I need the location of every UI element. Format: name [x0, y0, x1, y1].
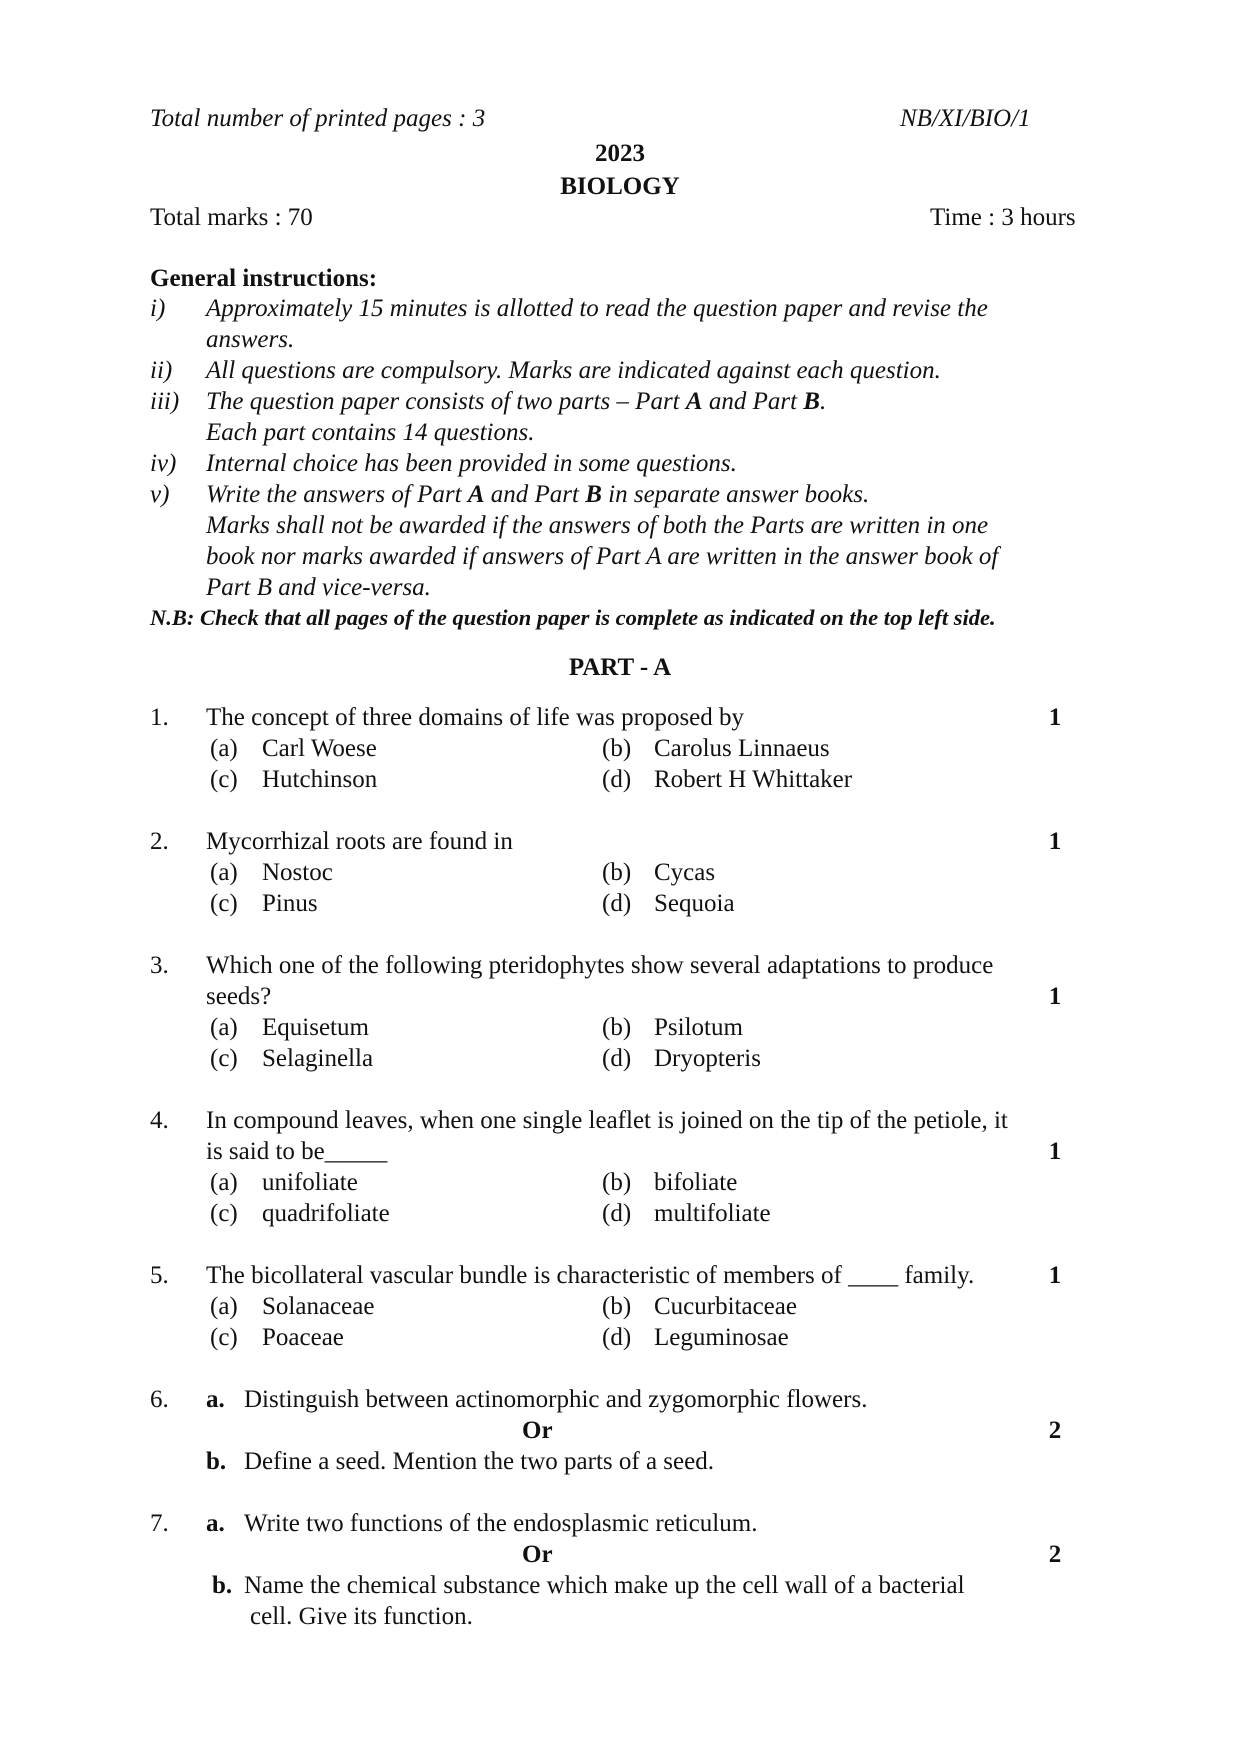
option-a: (a) unifoliate [210, 1169, 358, 1196]
question-text: Mycorrhizal roots are found in [206, 828, 513, 855]
subject-title: BIOLOGY [560, 173, 680, 200]
question-mark: 2 [1048, 1417, 1062, 1444]
option-c: (c) Selaginella [210, 1045, 374, 1072]
sub-label-a: a. [206, 1386, 225, 1413]
question-mark: 1 [1048, 704, 1062, 731]
option-d: (d) multifoliate [602, 1200, 771, 1227]
question-text-cont: is said to be_____ [206, 1138, 388, 1165]
instruction-text: Each part contains 14 questions. [206, 419, 535, 446]
option-d: (d) Dryopteris [602, 1045, 761, 1072]
instruction-number: ii) [150, 357, 173, 384]
option-b: (b) Carolus Linnaeus [602, 735, 830, 762]
instruction-text: Write the answers of Part A and Part B in separate answer books. [206, 481, 870, 508]
question-text-cont: seeds? [206, 983, 272, 1010]
instruction-text: answers. [206, 326, 295, 353]
question-number: 2. [150, 828, 169, 855]
instruction-number: iii) [150, 388, 180, 415]
question-text-cont: cell. Give its function. [250, 1603, 473, 1630]
question-text: Write two functions of the endosplasmic reticulum. [244, 1510, 758, 1537]
question-text: The concept of three domains of life was proposed by [206, 704, 745, 731]
instruction-text: The question paper consists of two parts – Part A and Part B. [206, 388, 827, 415]
printed-pages-note: Total number of printed pages : 3 [150, 105, 486, 132]
question-mark: 2 [1048, 1541, 1062, 1568]
part-a-title: PART - A [568, 654, 672, 681]
question-text: In compound leaves, when one single leaflet is joined on the tip of the petiole, it [206, 1107, 1008, 1134]
option-a: (a) Solanaceae [210, 1293, 375, 1320]
option-b: (b) bifoliate [602, 1169, 738, 1196]
question-mark: 1 [1048, 983, 1062, 1010]
sub-label-a: a. [206, 1510, 225, 1537]
question-mark: 1 [1048, 1138, 1062, 1165]
option-c: (c) quadrifoliate [210, 1200, 390, 1227]
option-a: (a) Carl Woese [210, 735, 377, 762]
option-c: (c) Pinus [210, 890, 318, 917]
nb-note: N.B: Check that all pages of the question paper is complete as indicated on the top left side. [150, 605, 996, 630]
question-mark: 1 [1048, 1262, 1062, 1289]
question-text: Define a seed. Mention the two parts of a seed. [244, 1448, 714, 1475]
question-number: 4. [150, 1107, 169, 1134]
instruction-text: Marks shall not be awarded if the answers of both the Parts are written in one [206, 512, 989, 539]
option-d: (d) Robert H Whittaker [602, 766, 853, 793]
option-a: (a) Equisetum [210, 1014, 369, 1041]
question-number: 6. [150, 1386, 169, 1413]
instruction-number: v) [150, 481, 170, 508]
instruction-text: Approximately 15 minutes is allotted to read the question paper and revise the [206, 295, 988, 322]
question-mark: 1 [1048, 828, 1062, 855]
sub-label-b: b. [212, 1572, 233, 1599]
total-marks: Total marks : 70 [150, 204, 313, 231]
option-b: (b) Cucurbitaceae [602, 1293, 797, 1320]
instruction-text: book nor marks awarded if answers of Part A are written in the answer book of [206, 543, 999, 570]
question-text: Name the chemical substance which make up the cell wall of a bacterial [244, 1572, 965, 1599]
instructions-heading: General instructions: [150, 265, 378, 292]
question-number: 1. [150, 704, 169, 731]
question-text: Which one of the following pteridophytes show several adaptations to produce [206, 952, 994, 979]
instruction-text: All questions are compulsory. Marks are indicated against each question. [206, 357, 941, 384]
exam-year: 2023 [595, 140, 645, 167]
option-c: (c) Poaceae [210, 1324, 344, 1351]
option-b: (b) Cycas [602, 859, 716, 886]
option-d: (d) Leguminosae [602, 1324, 789, 1351]
option-d: (d) Sequoia [602, 890, 735, 917]
instruction-text: Part B and vice-versa. [206, 574, 431, 601]
question-number: 5. [150, 1262, 169, 1289]
question-text: The bicollateral vascular bundle is characteristic of members of ____ family. [206, 1262, 975, 1289]
time-allowed: Time : 3 hours [930, 204, 1076, 231]
option-b: (b) Psilotum [602, 1014, 743, 1041]
option-a: (a) Nostoc [210, 859, 333, 886]
sub-label-b: b. [206, 1448, 227, 1475]
or-separator: Or [522, 1417, 553, 1444]
question-number: 7. [150, 1510, 169, 1537]
paper-code: NB/XI/BIO/1 [900, 105, 1031, 132]
question-text: Distinguish between actinomorphic and zygomorphic flowers. [244, 1386, 868, 1413]
or-separator: Or [522, 1541, 553, 1568]
instruction-number: i) [150, 295, 166, 322]
option-c: (c) Hutchinson [210, 766, 378, 793]
question-number: 3. [150, 952, 169, 979]
instruction-number: iv) [150, 450, 177, 477]
instruction-text: Internal choice has been provided in some questions. [206, 450, 737, 477]
